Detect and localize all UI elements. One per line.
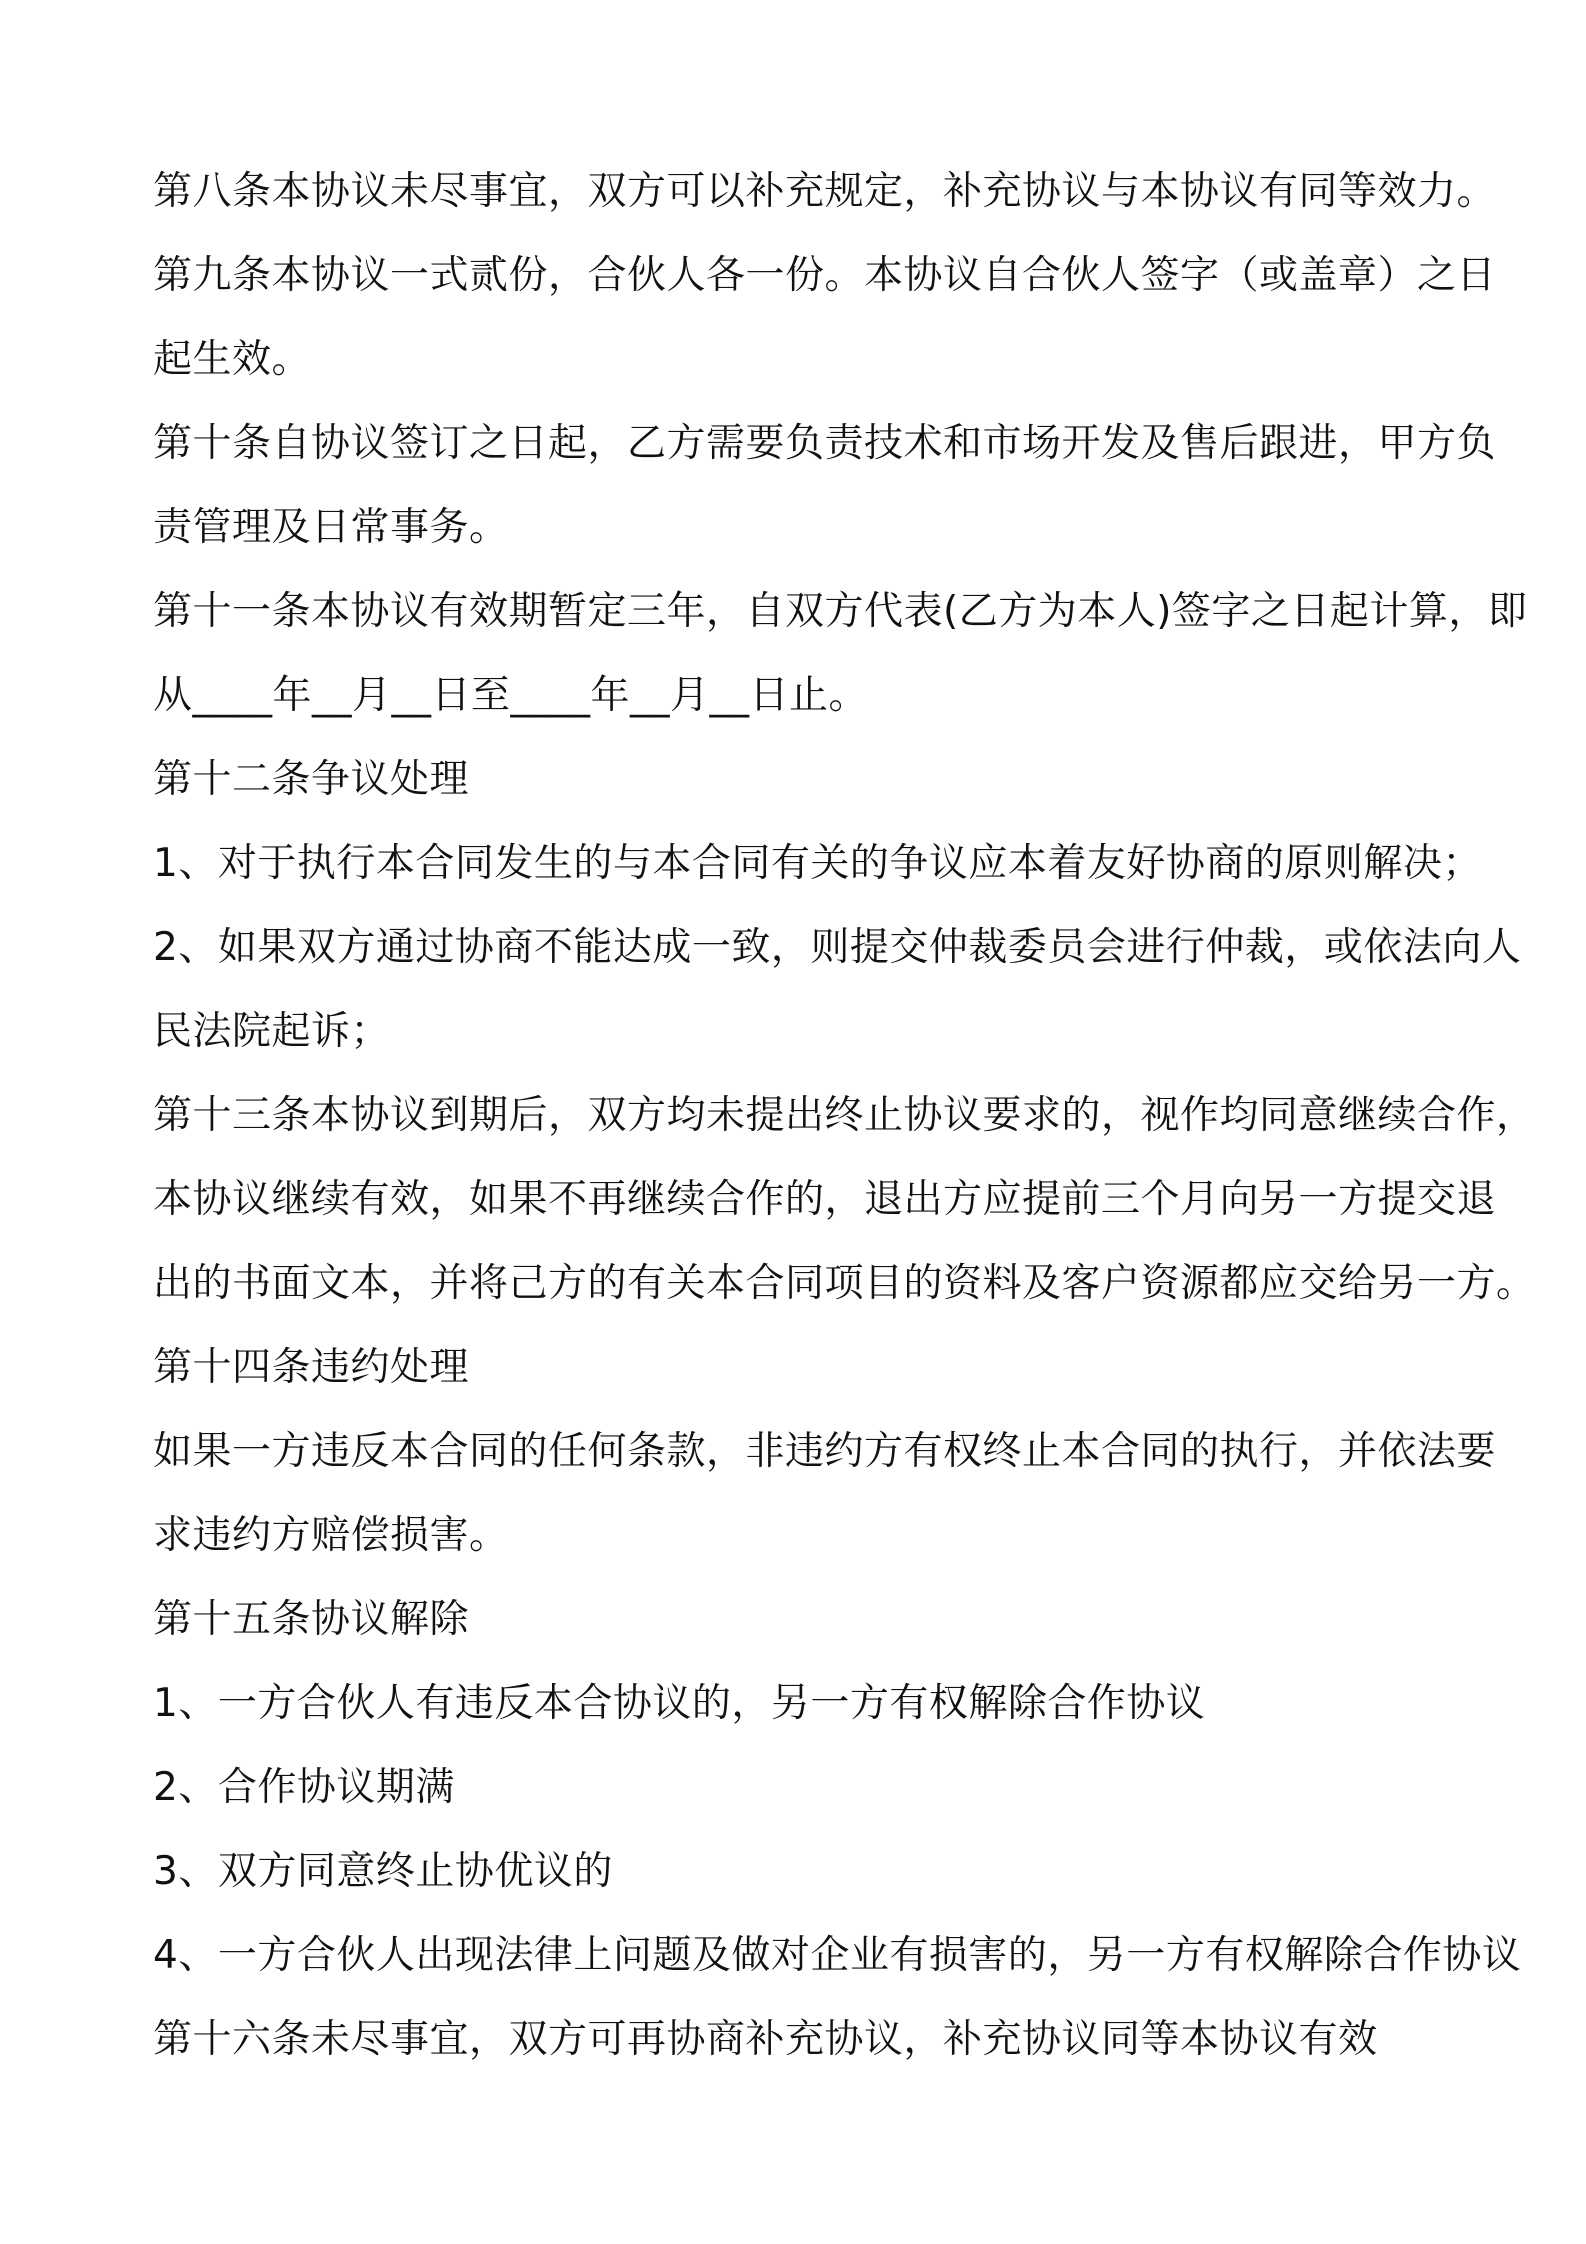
article-15-item-4: 4、一方合伙人出现法律上问题及做对企业有损害的，另一方有权解除合作协议	[153, 1933, 1522, 1978]
article-12-item-2-cont: 民法院起诉；	[153, 1009, 391, 1054]
article-15-item-3: 3、双方同意终止协优议的	[153, 1849, 613, 1894]
document-body	[153, 150, 1536, 2082]
article-15-heading: 第十五条协议解除	[153, 1597, 470, 1642]
article-10-text: 第十条自协议签订之日起，乙方需要负责技术和市场开发及售后跟进，甲方负	[153, 421, 1497, 466]
article-11-text-cont: 从____年__月__日至____年__月__日止。	[153, 673, 869, 718]
article-13-text-cont-1: 本协议继续有效，如果不再继续合作的，退出方应提前三个月向另一方提交退	[153, 1177, 1497, 1222]
article-13-text-cont-2: 出的书面文本，并将己方的有关本合同项目的资料及客户资源都应交给另一方。	[153, 1261, 1536, 1306]
article-8-text: 第八条本协议未尽事宜，双方可以补充规定，补充协议与本协议有同等效力。	[153, 169, 1497, 214]
article-13-text: 第十三条本协议到期后，双方均未提出终止协议要求的，视作均同意继续合作，	[153, 1093, 1536, 1138]
article-15-item-1: 1、一方合伙人有违反本合协议的，另一方有权解除合作协议	[153, 1681, 1206, 1726]
article-10-text-cont: 责管理及日常事务。	[153, 505, 509, 550]
article-14-text: 如果一方违反本合同的任何条款，非违约方有权终止本合同的执行，并依法要	[153, 1429, 1497, 1474]
article-12-item-1: 1、对于执行本合同发生的与本合同有关的争议应本着友好协商的原则解决；	[153, 841, 1482, 886]
article-9-text: 第九条本协议一式贰份，合伙人各一份。本协议自合伙人签字（或盖章）之日	[153, 253, 1497, 298]
article-15-item-2: 2、合作协议期满	[153, 1765, 455, 1810]
article-9-text-cont: 起生效。	[153, 337, 312, 382]
article-12-item-2: 2、如果双方通过协商不能达成一致，则提交仲裁委员会进行仲裁，或依法向人	[153, 925, 1522, 970]
article-12-heading: 第十二条争议处理	[153, 757, 470, 802]
article-11-text: 第十一条本协议有效期暂定三年，自双方代表(乙方为本人)签字之日起计算，即	[153, 589, 1528, 634]
article-16-text: 第十六条未尽事宜，双方可再协商补充协议，补充协议同等本协议有效	[153, 2017, 1378, 2062]
article-14-heading: 第十四条违约处理	[153, 1345, 470, 1390]
article-14-text-cont: 求违约方赔偿损害。	[153, 1513, 509, 1558]
